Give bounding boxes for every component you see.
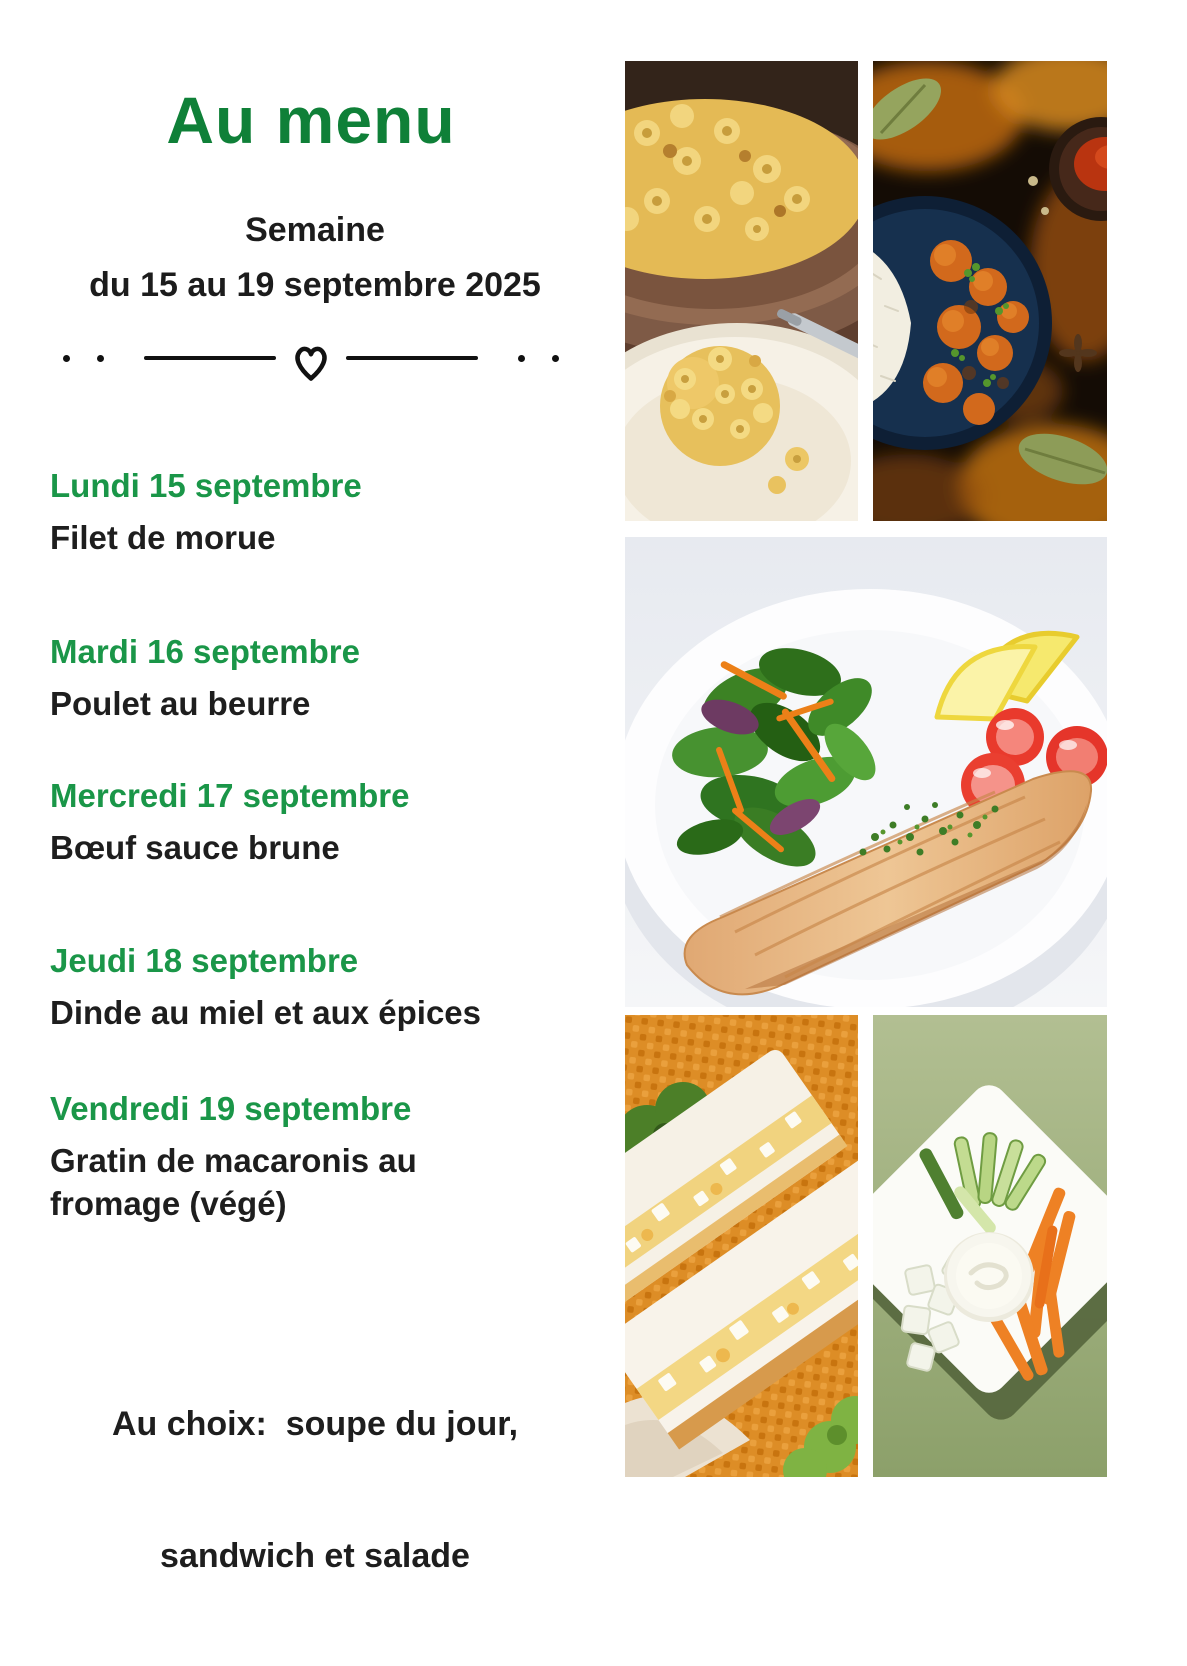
subtitle-line-2: du 15 au 19 septembre 2025 (89, 266, 541, 304)
butter-chicken-photo (873, 61, 1107, 521)
egg-sandwich-photo (625, 1015, 858, 1477)
decorative-divider (0, 330, 622, 386)
divider-dot (518, 355, 525, 362)
day-dish: Filet de morue (50, 519, 276, 556)
menu-day-friday (50, 1089, 530, 1225)
menu-day-wednesday (50, 776, 530, 869)
week-subtitle (0, 203, 630, 313)
day-label: Jeudi 18 septembre (50, 942, 359, 979)
day-dish: Gratin de macaronis au fromage (végé) (50, 1142, 417, 1222)
day-label: Lundi 15 septembre (50, 467, 362, 504)
footer-note-line-2: sandwich et salade (160, 1537, 470, 1575)
divider-line (144, 356, 276, 360)
divider-dot (552, 355, 559, 362)
day-dish: Bœuf sauce brune (50, 829, 340, 866)
day-label: Mercredi 17 septembre (50, 777, 410, 814)
subtitle-line-1: Semaine (245, 211, 385, 249)
veggie-platter-photo (873, 1015, 1107, 1477)
day-label: Vendredi 19 septembre (50, 1090, 412, 1127)
divider-dot (63, 355, 70, 362)
page-title: Au menu (166, 83, 456, 157)
divider-line (346, 356, 478, 360)
menu-day-thursday (50, 941, 530, 1034)
menu-day-tuesday (50, 632, 530, 725)
divider-dot (97, 355, 104, 362)
footer-note (10, 1314, 620, 1666)
day-dish: Poulet au beurre (50, 685, 311, 722)
footer-note-line-1: Au choix: soupe du jour, (111, 1405, 519, 1443)
fish-filet-photo (625, 537, 1107, 1007)
photo-grid (625, 61, 1107, 1477)
heart-outline-icon (285, 336, 337, 388)
day-label: Mardi 16 septembre (50, 633, 360, 670)
mac-and-cheese-photo (625, 61, 858, 521)
menu-day-monday (50, 466, 530, 559)
day-dish: Dinde au miel et aux épices (50, 994, 481, 1031)
